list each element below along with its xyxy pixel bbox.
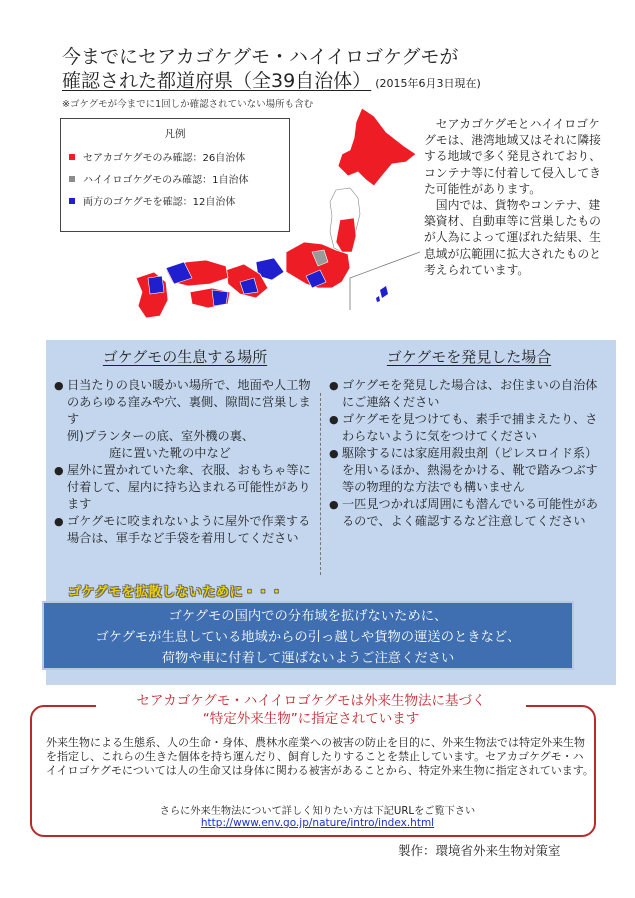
okinawa xyxy=(380,286,388,298)
legend-label: セアカゴケグモのみ確認：26自治体 xyxy=(83,153,246,164)
law-heading-line-1: セアカゴケグモ・ハイイロゴケグモは外来生物法に基づく xyxy=(136,693,486,709)
subtitle-text: 確認された都道府県（全39自治体） xyxy=(62,70,372,92)
habitat-section xyxy=(55,346,315,547)
found-heading-text: ゴケグモを発見した場合 xyxy=(386,348,552,366)
date-label: (2015年6月3日現在) xyxy=(375,77,481,90)
legend-label: ハイイロゴケグモのみ確認：1自治体 xyxy=(83,175,249,186)
spread-label: ゴケグモを拡散しないために・・・ xyxy=(68,585,284,600)
spread-notice xyxy=(42,601,574,670)
list-item: ● 屋外に置かれていた傘、衣服、おもちゃ等に付着して、屋内に持ち込まれる可能性があります xyxy=(55,462,315,513)
intro-text xyxy=(424,116,604,278)
spread-line-3: 荷物や車に付着して運ばないようご注意ください xyxy=(161,651,455,666)
found-list xyxy=(330,377,608,530)
found-heading xyxy=(330,346,608,367)
intro-paragraph-2: 国内では、貨物やコンテナ、建築資材、自動車等に営巣したものが人為によって運ばれた結果、生息域が広範囲に拡大されたものと考えられています。 xyxy=(424,198,601,277)
red-square-icon xyxy=(69,154,75,160)
hokkaido xyxy=(338,108,416,186)
page-subtitle xyxy=(62,70,481,95)
intro-paragraph-1: セアカゴケグモとハイイロゴケグモは、港湾地域又はそれに隣接する地域で多く発見されており、コンテナ等に付着して侵入してきた可能性があります。 xyxy=(424,117,601,196)
gray-square-icon xyxy=(69,176,75,182)
law-heading-line-2: “特定外来生物”に指定されています xyxy=(202,711,420,727)
list-item: ● ゴケグモに咬まれないように屋外で作業する場合は、軍手など手袋を着用してください xyxy=(55,513,315,547)
list-item: ● ゴケグモを発見した場合は、お住まいの自治体にご連絡ください xyxy=(330,377,608,411)
footnote: ※ゴケグモが今までに1回しか確認されていない場所も含む xyxy=(62,99,314,110)
spread-line-1: ゴケグモの国内での分布域を拡げないために、 xyxy=(168,609,448,624)
info-link[interactable]: http://www.env.go.jp/nature/intro/index.html xyxy=(200,817,435,829)
page-title: 今までにセアカゴケグモ・ハイイロゴケグモが xyxy=(62,46,459,68)
list-item: ● 駆除するには家庭用殺虫剤（ピレスロイド系）を用いるほか、熱湯をかける、靴で踏みつぶす等の物理的な方法でも構いません xyxy=(330,445,608,496)
credit: 製作：環境省外来生物対策室 xyxy=(398,843,561,858)
found-section xyxy=(330,346,608,530)
list-item-example: 庭に置いた靴の中など xyxy=(109,446,231,460)
list-item: ● ゴケグモを見つけても、素手で捕まえたり、さわらないように気をつけてください xyxy=(330,411,608,445)
habitat-list xyxy=(55,377,315,547)
more-info-text: さらに外来生物法について詳しく知りたい方は下記URLをご覧下さい xyxy=(159,806,476,817)
japan-map xyxy=(136,102,420,318)
list-item: ● 日当たりの良い暖かい場所で、地面や人工物のあらゆる窪みや穴、裏側、隙間に営巣します xyxy=(55,377,315,428)
list-item: ● 一匹見つかれば周囲にも潜んでいる可能性があるので、よく確認するなど注意してください xyxy=(330,496,608,530)
spread-line-2: ゴケグモが生息している地域からの引っ越しや貨物の運送のときなど、 xyxy=(95,630,521,645)
law-body: 外来生物による生態系、人の生命・身体、農林水産業への被害の防止を目的に、外来生物法では特定外来生物を指定し、これらの生きた個体を持ち運んだり、飼育したりすることを禁止しています。セアカゴケグモ・ハイイロゴケグモについては人の生命又は身体に関わる被害があることから、特定外来生物に指定されています。 xyxy=(46,736,594,778)
habitat-heading xyxy=(55,346,315,367)
habitat-heading-text: ゴケグモの生息する場所 xyxy=(102,348,268,366)
okinawa-inset-frame xyxy=(350,252,420,310)
blue-square-icon xyxy=(69,198,75,204)
blue-shikoku xyxy=(212,290,228,306)
law-heading xyxy=(96,692,526,728)
okinawa-islet xyxy=(376,296,380,302)
legend-label: 両方のゴケグモを確認：12自治体 xyxy=(83,197,236,208)
column-divider xyxy=(320,393,321,575)
legend-title: 凡例 xyxy=(164,128,186,140)
blue-kyushu xyxy=(148,276,164,294)
list-item-example: 例)プランターの底、室外機の裏、 xyxy=(67,429,255,443)
